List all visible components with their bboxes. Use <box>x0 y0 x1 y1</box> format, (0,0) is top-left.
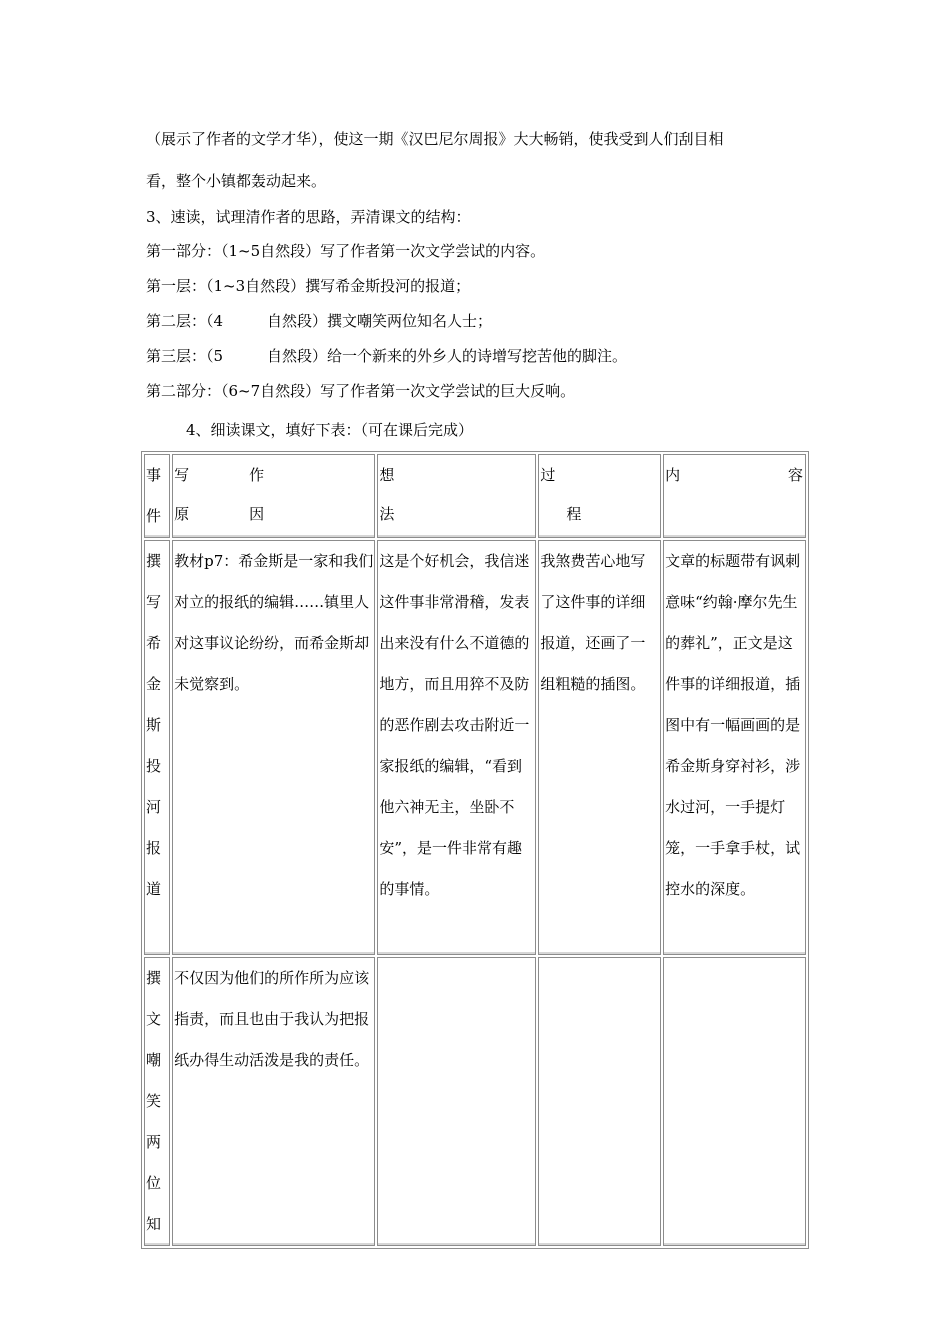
header-reason-char: 原 <box>174 505 190 523</box>
process-cell <box>538 540 661 955</box>
thought-text: 这是个好机会，我信迷这件事非常滑稽，发表出来没有什么不道德的地方，而且用猝不及防的恶作剧去攻击附近一家报纸的编辑，“看到他六神无主，坐卧不安”，是一件非常有趣的事情。 <box>379 552 530 898</box>
header-thought <box>377 454 536 538</box>
table-row <box>144 540 806 955</box>
header-content <box>663 454 806 538</box>
process-text: 我煞费苦心地写了这件事的详细报道，还画了一组粗糙的插图。 <box>540 552 646 693</box>
text-line: 4、细读课文，填好下表：（可在课后完成） <box>186 421 474 439</box>
content-text: 文章的标题带有讽刺意味“约翰·摩尔先生的葬礼”，正文是这件事的详细报道，插图中有一幅画画的是希金斯身穿衬衫，涉水过河，一手提灯笼，一手拿手杖，试控水的深度。 <box>665 552 801 898</box>
text-line: 第二部分：（6~7自然段）写了作者第一次文学尝试的巨大反响。 <box>146 382 576 400</box>
table-row <box>144 957 806 1246</box>
reason-cell <box>172 957 375 1246</box>
text-line <box>146 312 492 330</box>
header-process-char: 过 <box>540 466 556 484</box>
reason-cell <box>172 540 375 955</box>
header-event <box>144 454 170 538</box>
text-line-part: 第二层：（4 <box>146 312 224 330</box>
text-line <box>146 347 627 365</box>
text-line: 看，整个小镇都轰动起来。 <box>146 172 327 190</box>
header-thought-char: 法 <box>379 505 395 523</box>
text-line: 第一部分：（1~5自然段）写了作者第一次文学尝试的内容。 <box>146 242 546 260</box>
header-reason <box>172 454 375 538</box>
event-text: 撰文嘲笑两位知 <box>146 969 162 1233</box>
text-line-part: 自然段）撰文嘲笑两位知名人士； <box>267 312 493 330</box>
text-line: 3、速读，试理清作者的思路，弄清课文的结构： <box>146 208 471 226</box>
event-cell <box>144 957 170 1246</box>
process-cell <box>538 957 661 1246</box>
text-line: （展示了作者的文学才华），使这一期《汉巴尼尔周报》大大畅销，使我受到人们刮目相 <box>146 130 724 148</box>
reason-text: 不仅因为他们的所作所为应该指责，而且也由于我认为把报纸办得生动活泼是我的责任。 <box>174 969 370 1069</box>
content-cell <box>663 540 806 955</box>
header-event-text: 事件 <box>146 466 162 525</box>
header-thought-char: 想 <box>379 466 395 484</box>
event-text: 撰写希金斯投河报道 <box>146 552 162 898</box>
header-content-char: 内 <box>665 466 681 484</box>
thought-cell <box>377 957 536 1246</box>
reason-text: 教材p7：希金斯是一家和我们对立的报纸的编辑……镇里人对这事议论纷纷，而希金斯却未觉察到。 <box>174 552 374 693</box>
event-table <box>141 451 809 1249</box>
content-cell <box>663 957 806 1246</box>
text-line-part: 第三层：（5 <box>146 347 224 365</box>
event-cell <box>144 540 170 955</box>
header-reason-char: 写 <box>174 466 190 484</box>
header-reason-char: 因 <box>249 505 265 523</box>
header-process <box>538 454 661 538</box>
header-reason-char: 作 <box>249 466 265 484</box>
header-process-char: 程 <box>566 505 582 523</box>
thought-cell <box>377 540 536 955</box>
text-line: 第一层：（1~3自然段）撰写希金斯投河的报道； <box>146 277 471 295</box>
header-content-char: 容 <box>787 466 803 484</box>
text-line-part: 自然段）给一个新来的外乡人的诗增写挖苦他的脚注。 <box>267 347 628 365</box>
table-header-row <box>144 454 806 538</box>
